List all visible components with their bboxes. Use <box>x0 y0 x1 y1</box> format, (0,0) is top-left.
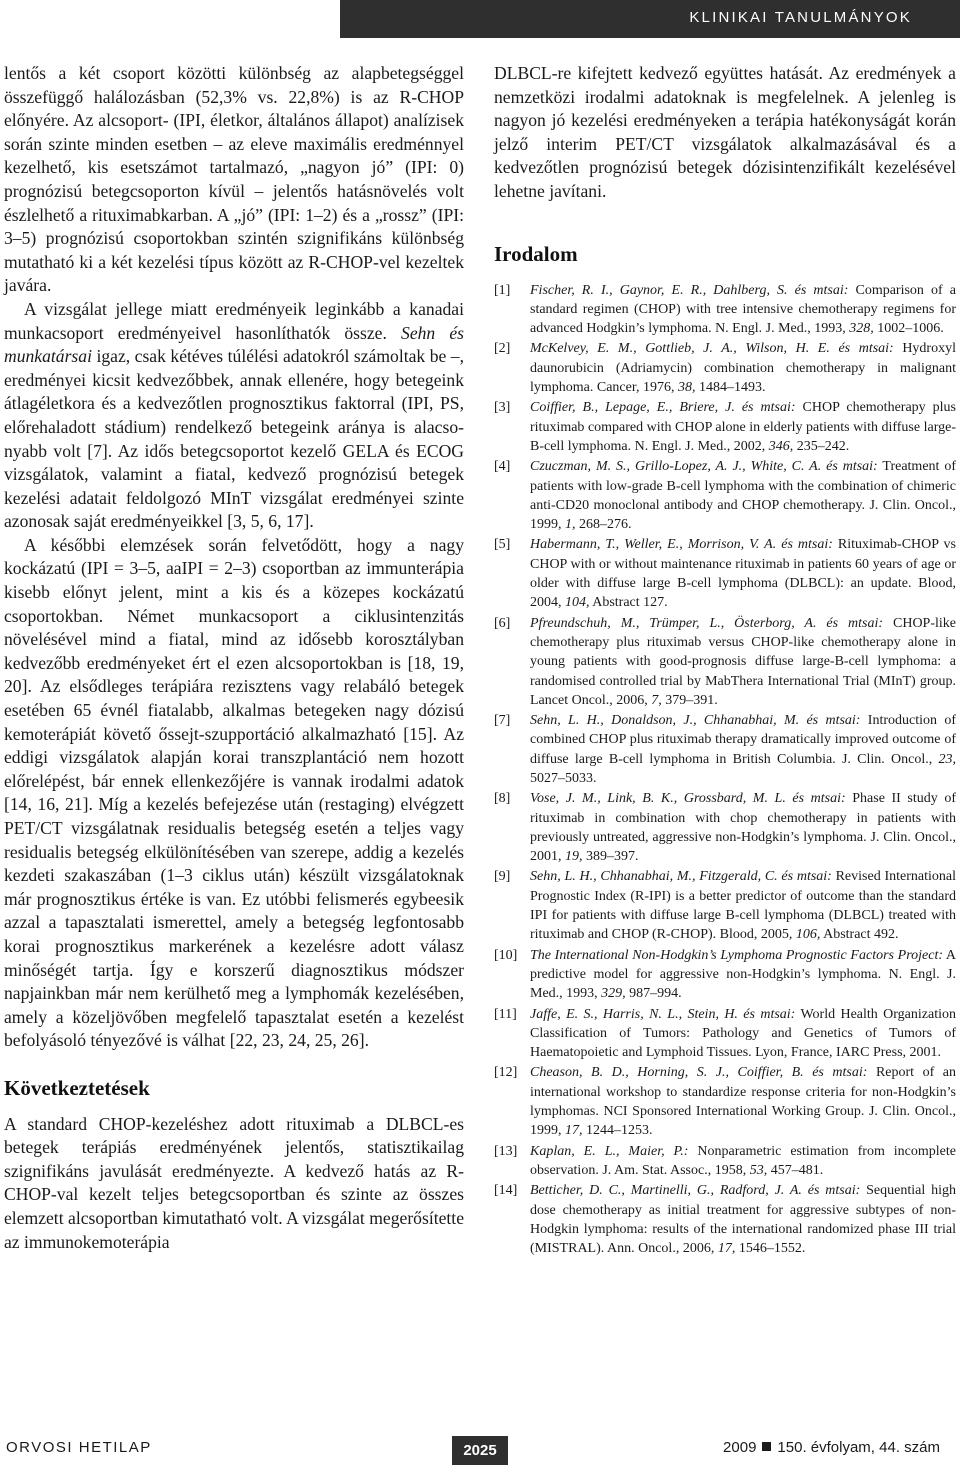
reference-item <box>494 711 956 788</box>
reference-item <box>494 946 956 1004</box>
reference-text <box>530 457 956 534</box>
reference-pages: 1484–1493. <box>695 380 766 396</box>
reference-item <box>494 1181 956 1258</box>
page-number: 2025 <box>452 1436 508 1465</box>
section-title: KLINIKAI TANULMÁNYOK <box>689 9 912 26</box>
reference-item <box>494 339 956 397</box>
reference-authors: Pfreundschuh, M., Trümper, L., Österborg, A. és mtsai: <box>530 615 884 631</box>
paragraph-2-start: A vizsgálat jellege miatt eredményeik leginkább a kanadai munkacsoport eredményeivel hasonlíthatók össze. <box>4 298 464 343</box>
paragraph-2 <box>4 298 464 534</box>
reference-volume: 329, <box>601 986 626 1002</box>
issue-volume: 150. évfolyam, 44. szám <box>777 1439 940 1456</box>
reference-volume: 106, <box>795 927 821 943</box>
reference-text <box>530 1181 956 1258</box>
reference-authors: Betticher, D. C., Martinelli, G., Radford, J. A. és mtsai: <box>530 1183 861 1199</box>
right-column <box>494 62 956 1259</box>
reference-text <box>530 711 956 788</box>
references-list <box>494 281 956 1259</box>
reference-volume: 1, <box>565 517 576 533</box>
paragraph-5: DLBCL-re kifejtett kedvező együttes hatását. Az eredmények a nemzetközi irodalmi adatoknak is megfelelnek. A jelenleg is nagyon jó kezelési eredményeken a terápia hatékonyságát korán jelző interim PET/CT vizsgálatok alkalmazásával és a kedvezőtlen prognózisú betegek dózisintenzifikált kezelésével lehetne javítani. <box>494 63 956 201</box>
reference-number: [1] <box>494 282 511 298</box>
reference-pages: 389–397. <box>582 849 639 865</box>
reference-volume: 104, <box>565 595 590 611</box>
issue-year: 2009 <box>723 1439 757 1456</box>
reference-source: Comparison of a standard regimen (CHOP) with tree intensive chemotherapy regimens for advanced Hodgkin’s lymphoma. N. Engl. J. Med., 1993, <box>530 282 956 337</box>
paragraph-2-rest: igaz, csak kétéves túlélési adatokról számoltak be –, eredményei kicsit kedvezőbbek, annak ellenére, hogy betegeink átlagéletkora és a kedvezőtlen prognosztikus faktorral (IPI, PS, előrehaladott stádium) rendelkező betegeink aránya is alacsonyabb volt [7]. Az idős betegcsoportot kezelő GELA és ECOG vizsgálatok, valamint a fiatal, kedvező prognózisú betegek kezelési adatait feldolgozó MInT vizsgálat eredményei szinte azonosak saját eredményeikkel [3, 5, 6, 17]. <box>4 346 464 532</box>
reference-item <box>494 457 956 534</box>
reference-volume: 17, <box>717 1241 736 1257</box>
reference-item <box>494 398 956 456</box>
reference-volume: 53, <box>749 1162 768 1178</box>
reference-text <box>530 535 956 612</box>
reference-number: [9] <box>494 869 511 885</box>
reference-source: Phase II study of rituximab in combination with chop chemotherapy in patients with previously untreated, aggressive non-Hodgkin’s lymphoma. J. Clin. Oncol., 2001, <box>530 791 956 865</box>
reference-number: [6] <box>494 615 511 631</box>
reference-source: Treatment of patients with low-grade B-cell lymphoma with the combination of chimeric anti-CD20 monoclonal antibody and CHOP chemotherapy. J. Clin. Oncol., 1999, <box>530 459 956 533</box>
reference-item <box>494 867 956 944</box>
reference-item <box>494 281 956 339</box>
reference-text <box>530 1005 956 1063</box>
reference-number: [10] <box>494 947 518 963</box>
reference-number: [2] <box>494 341 511 357</box>
reference-authors: Cheason, B. D., Horning, S. J., Coiffier, B. és mtsai: <box>530 1065 868 1081</box>
reference-authors: The International Non-Hodgkin’s Lymphoma Prognostic Factors Project: <box>530 947 943 963</box>
reference-source: Nonparametric estimation from incomplete observation. J. Am. Stat. Assoc., 1958, <box>530 1143 956 1178</box>
reference-item <box>494 1063 956 1140</box>
reference-volume: 19, <box>565 849 583 865</box>
reference-source: Sequential high dose chemotherapy as initial treatment for aggressive subtypes of non-Hodgkin lymphoma: results of the international randomized phase III trial (MISTRAL). Ann. Oncol., 2006, <box>530 1183 956 1257</box>
reference-text <box>530 1142 956 1181</box>
reference-volume: 346, <box>768 438 794 454</box>
reference-volume: 23, <box>938 751 956 767</box>
reference-authors: Sehn, L. H., Donaldson, J., Chhanabhai, M. és mtsai: <box>530 713 861 729</box>
reference-text <box>530 339 956 397</box>
reference-number: [12] <box>494 1065 518 1081</box>
reference-pages: 1546–1552. <box>735 1241 806 1257</box>
reference-pages: Abstract 127. <box>589 595 668 611</box>
paragraph-1: lentős a két csoport közötti különbség az alapbetegséggel összefüggő halálozásban (52,3% vs. 22,8%) is az R-CHOP előnyére. Az alcsoport- (IPI, életkor, általános állapot) analízisek során szinte minden esetben – az eleve maximális eredménnyel kezelhető, kis esetszámot tartalmazó, „nagyon jó” (IPI: 0) prognózisú betegcsoporton kívül – jelentős hatásnövelés volt észlelhető a rituximabkarban. A „jó” (IPI: 1–2) és a „rossz” (IPI: 3–5) prognózisú csoportokban szintén szignifikáns különbség mutatható ki a két kezelési típus között az R-CHOP-vel kezeltek javára. <box>4 63 464 296</box>
page-footer <box>0 1436 960 1465</box>
square-separator-icon <box>762 1442 771 1451</box>
citation-authors: Sehn és munkatársai <box>4 322 464 367</box>
reference-number: [8] <box>494 791 511 807</box>
paragraph-4: A standard CHOP-kezeléshez adott rituximab a DLBCL-es betegek terápiás eredményének jelentős, statisztikailag szignifikáns javulását eredményezte. A kedvező hatás az R-CHOP-val kezelt teljes betegcsoportban és szinte az összes elemzett alcsoportban kimutatható volt. A vizsgálat megerősítette az immunokemoterápia <box>4 1113 464 1252</box>
reference-text <box>530 946 956 1004</box>
conclusions-heading: Következtetések <box>4 1075 150 1100</box>
reference-number: [4] <box>494 459 511 475</box>
reference-authors: Jaffe, E. S., Harris, N. L., Stein, H. és mtsai: <box>530 1006 796 1022</box>
reference-text <box>530 281 956 339</box>
reference-text <box>530 789 956 866</box>
reference-volume: 38, <box>677 380 696 396</box>
reference-text <box>530 1063 956 1140</box>
section-header-bar <box>340 0 960 38</box>
reference-authors: Habermann, T., Weller, E., Morrison, V. A. és mtsai: <box>530 537 833 553</box>
reference-number: [7] <box>494 713 511 729</box>
reference-authors: Coiffier, B., Lepage, E., Briere, J. és mtsai: <box>530 400 796 416</box>
reference-volume: 328, <box>849 321 874 337</box>
reference-text <box>530 867 956 944</box>
paragraph-3: A későbbi elemzések során felvetődött, hogy a nagy kockázatú (IPI = 3–5, aaIPI = 2–3) csoportban az immunterápia kisebb előnyt jelent, mint a kis és a közepes kockázatú csoportokban. Német munkacsoport a ciklusintenzitás növelésével mind a fiatal, mind az idősebb korosztályban kedvezőbb eredményeket ért el ezen alcsoportokban is [18, 19, 20]. Az elsődleges terápiára rezisztens vagy relabáló betegek esetében 65 évnél fiatalabb, alkalmas betegeken nagy dózisú kemoterápiát követő őssejt-szupportáció alkalmazható [15]. Az eddigi vizsgálatok alapján korai transzplantáció nem hozott előrelépést, bár ennek ellenkezőjére is vannak irodalmi adatok [14, 16, 21]. Míg a kezelés befejezése után (restaging) elvégzett PET/CT vizsgálatnak residualis betegség esetén a teljes vagy residualis betegség elkülönítésében van szerepe, addig a kezelés kezdeti szakaszában (1–3 ciklus után) készült vizsgálatoknak már prognosztikus értéke is van. Ez utóbbi felismerés egybeesik azzal a tapasztalati ismerettel, amely a betegség legfontosabb korai prognosztikus markerének a kezelésre adott válasz minőségét tartja. Így e korszerű diagnosztikus módszer napjainkban már nem kerülhető meg a lymphomák kezelésében, amely a közeljövőben megfelelő tapasztalat esetén a kezelést befolyásoló tényezővé is válhat [22, 23, 24, 25, 26]. <box>4 534 464 1051</box>
reference-text <box>530 614 956 710</box>
reference-authors: McKelvey, E. M., Gottlieb, J. A., Wilson, H. E. és mtsai: <box>530 341 894 357</box>
reference-pages: Abstract 492. <box>820 927 899 943</box>
reference-source: Rituximab-CHOP vs CHOP with or without maintenance rituximab in patients 60 years of age or older with diffuse large B-cell lymphoma (DLBCL): an update. Blood, 2004, <box>530 537 956 611</box>
reference-authors: Kaplan, E. L., Maier, P.: <box>530 1143 689 1159</box>
reference-authors: Czuczman, M. S., Grillo-Lopez, A. J., White, C. A. és mtsai: <box>530 459 878 475</box>
reference-volume: 7, <box>651 692 662 708</box>
reference-source: Hydroxyl daunorubicin (Adriamycin) combination chemotherapy in malignant lymphoma. Cancer, 1976, <box>530 341 956 396</box>
references-heading: Irodalom <box>494 241 578 266</box>
reference-number: [11] <box>494 1006 517 1022</box>
reference-item <box>494 789 956 866</box>
reference-number: [13] <box>494 1143 518 1159</box>
reference-source: A predictive model for aggressive non-Hodgkin’s lymphoma. N. Engl. J. Med., 1993, <box>530 947 956 1002</box>
reference-number: [5] <box>494 537 511 553</box>
reference-pages: 1002–1006. <box>873 321 944 337</box>
reference-source: World Health Organization Classification of Tumors: Pathology and Genetics of Tumors of Haematopoietic and Lymphoid Tissues. Lyon, France, IARC Press, 2001. <box>530 1006 956 1061</box>
reference-source: Report of an international workshop to standardize response criteria for non-Hodgkin’s lymphomas. NCI Sponsored International Working Group. J. Clin. Oncol., 1999, <box>530 1065 957 1139</box>
reference-text <box>530 398 956 456</box>
reference-volume: 17, <box>565 1123 583 1139</box>
reference-number: [3] <box>494 400 511 416</box>
journal-name: ORVOSI HETILAP <box>6 1439 152 1456</box>
reference-item <box>494 535 956 612</box>
reference-item <box>494 614 956 710</box>
reference-pages: 1244–1253. <box>582 1123 653 1139</box>
reference-source: Revised International Prognostic Index (R-IPI) is a better predictor of outcome than the standard IPI for patients with diffuse large B-cell lymphoma (DLBCL) treated with rituximab and CHOP (R-CHOP). Blood, 2005, <box>530 869 956 943</box>
reference-authors: Sehn, L. H., Chhanabhai, M., Fitzgerald, C. és mtsai: <box>530 869 832 885</box>
reference-item <box>494 1142 956 1181</box>
issue-info <box>723 1439 940 1456</box>
reference-number: [14] <box>494 1183 518 1199</box>
reference-authors: Vose, J. M., Link, B. K., Grossbard, M. L. és mtsai: <box>530 791 846 807</box>
reference-source: CHOP chemotherapy plus rituximab compared with CHOP alone in elderly patients with diffuse large-B-cell lymphoma. N. Engl. J. Med., 2002, <box>530 400 956 454</box>
reference-source: CHOP-like chemotherapy plus rituximab versus CHOP-like chemotherapy alone in young patients with good-prognosis diffuse large-B-cell lymphoma: a randomised controlled trial by MabThera International Trial (MInT) group. Lancet Oncol., 2006, <box>530 615 956 708</box>
reference-authors: Fischer, R. I., Gaynor, E. R., Dahlberg, S. és mtsai: <box>530 282 849 298</box>
left-column <box>4 62 464 1254</box>
reference-pages: 235–242. <box>793 438 850 454</box>
reference-source: Introduction of combined CHOP plus rituximab therapy dramatically improved outcome of diffuse large B-cell lymphoma in British Columbia. J. Clin. Oncol., <box>530 713 956 767</box>
reference-item <box>494 1005 956 1063</box>
reference-pages: 457–481. <box>767 1162 824 1178</box>
reference-pages: 379–391. <box>661 692 718 708</box>
reference-pages: 987–994. <box>625 986 682 1002</box>
reference-pages: 5027–5033. <box>530 770 597 786</box>
reference-pages: 268–276. <box>575 517 632 533</box>
